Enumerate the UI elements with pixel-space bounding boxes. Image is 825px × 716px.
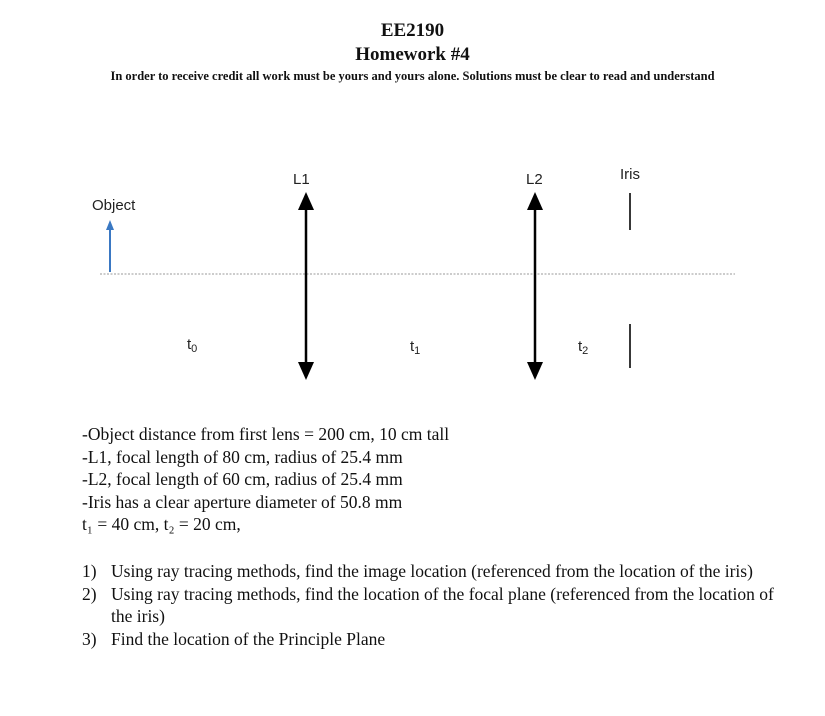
t2-label: $t_2$ <box>578 338 589 357</box>
object-arrow <box>106 220 114 272</box>
course-title: EE2190 <box>380 20 445 41</box>
lens-l2 <box>527 192 543 380</box>
question-number: 3) <box>82 628 97 649</box>
question-item <box>82 628 797 651</box>
question-item <box>82 560 797 583</box>
question-number: 2) <box>82 583 97 604</box>
t0-label: $t_0$ <box>187 336 198 355</box>
homework-title: Homework #4 <box>355 44 470 65</box>
question-text: Using ray tracing methods, find the image location (referenced from the location of the iris) <box>111 561 753 581</box>
given-iris: -Iris has a clear aperture diameter of 50.8 mm <box>82 491 403 512</box>
lens-l1-label: L1 <box>293 171 310 188</box>
question-text: Using ray tracing methods, find the location of the focal plane (referenced from the location of the iris) <box>111 583 774 626</box>
integrity-notice: In order to receive credit all work must be yours and yours alone. Solutions must be clear to read and understand <box>110 69 715 83</box>
question-number: 1) <box>82 561 97 581</box>
question-text: Find the location of the Principle Plane <box>111 628 386 649</box>
given-distances: t₁ = 40 cm, t₂ = 20 cm, <box>82 514 241 534</box>
iris-label: Iris <box>620 166 640 183</box>
t1-label: $t_1$ <box>410 338 421 357</box>
question-list <box>82 560 797 650</box>
lens-l1 <box>298 192 314 380</box>
question-item <box>82 583 797 628</box>
object-label: Object <box>92 197 136 214</box>
given-parameters <box>82 423 449 536</box>
lens-l2-label: L2 <box>526 171 543 188</box>
given-l1: -L1, focal length of 80 cm, radius of 25.4 mm <box>82 446 403 467</box>
given-object: -Object distance from first lens = 200 cm, 10 cm tall <box>82 424 450 444</box>
given-l2: -L2, focal length of 60 cm, radius of 25.4 mm <box>82 469 403 489</box>
